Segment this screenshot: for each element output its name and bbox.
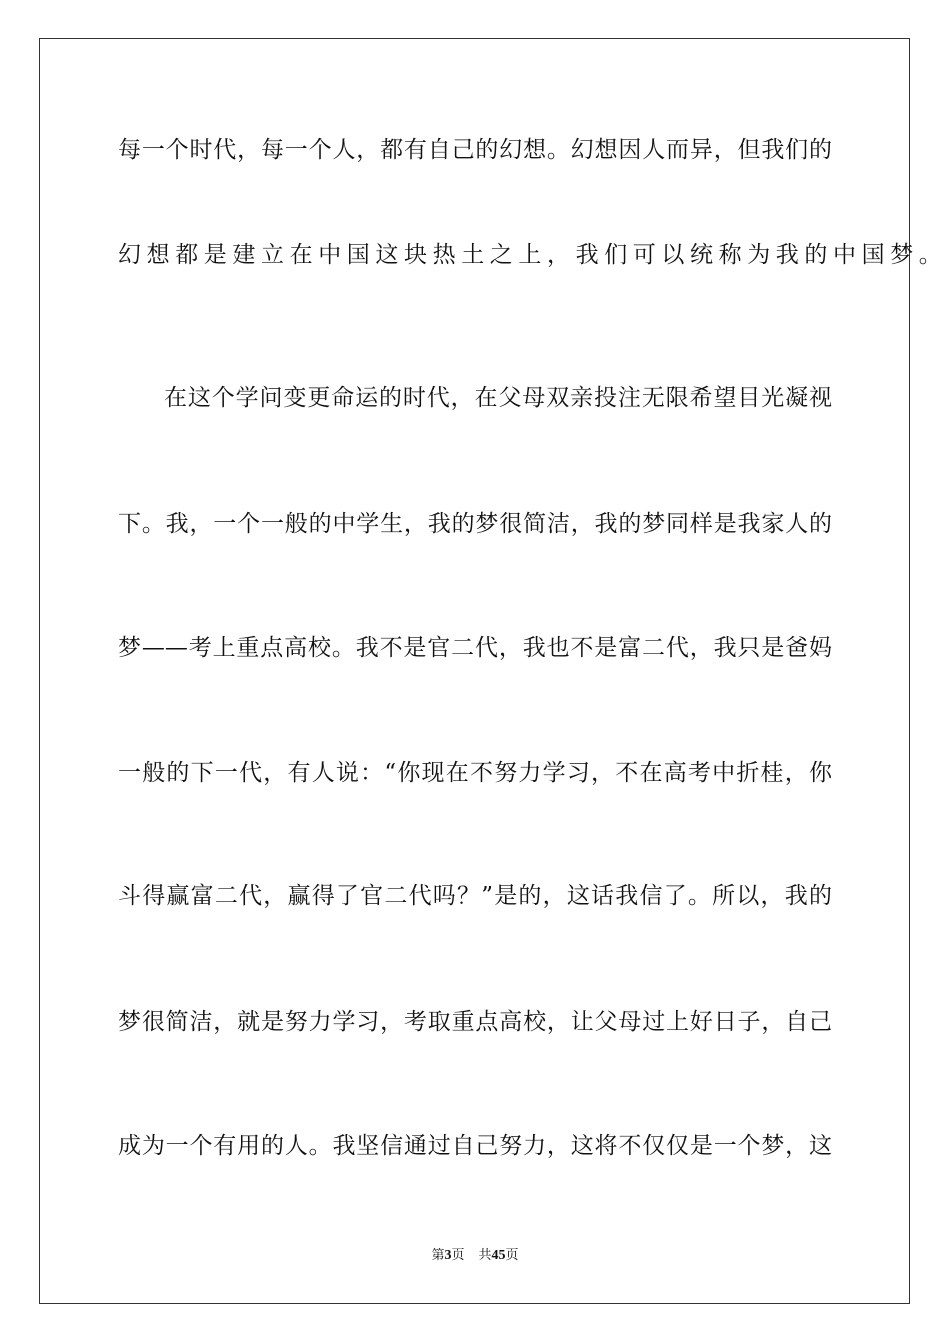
paragraph-line: 下。我，一个一般的中学生，我的梦很简洁，我的梦同样是我家人的 [118, 511, 832, 537]
paragraph-line: 每一个时代，每一个人，都有自己的幻想。幻想因人而异，但我们的 [118, 137, 832, 163]
page-number: 3 [444, 1248, 452, 1263]
page-footer [0, 1247, 950, 1265]
paragraph-line: 一般的下一代，有人说：“你现在不努力学习，不在高考中折桂，你 [118, 760, 832, 786]
paragraph-line: 成为一个有用的人。我坚信通过自己努力，这将不仅仅是一个梦，这 [118, 1133, 832, 1159]
paragraph-line: 幻想都是建立在中国这块热土之上，我们可以统称为我的中国梦。 [118, 242, 948, 268]
page-suffix: 页 [451, 1248, 465, 1263]
paragraph-line: 梦很简洁，就是努力学习，考取重点高校，让父母过上好日子，自己 [118, 1009, 832, 1035]
total-suffix: 页 [505, 1248, 519, 1263]
paragraph-line: 梦——考上重点高校。我不是官二代，我也不是富二代，我只是爸妈 [118, 635, 832, 661]
paragraph-line: 斗得赢富二代，赢得了官二代吗？”是的，这话我信了。所以，我的 [118, 883, 832, 909]
page-border [39, 38, 910, 1304]
paragraph-line: 在这个学问变更命运的时代，在父母双亲投注无限希望目光凝视 [164, 385, 832, 411]
total-pages: 45 [491, 1248, 506, 1263]
total-prefix: 共 [478, 1248, 492, 1263]
page-prefix: 第 [431, 1248, 445, 1263]
